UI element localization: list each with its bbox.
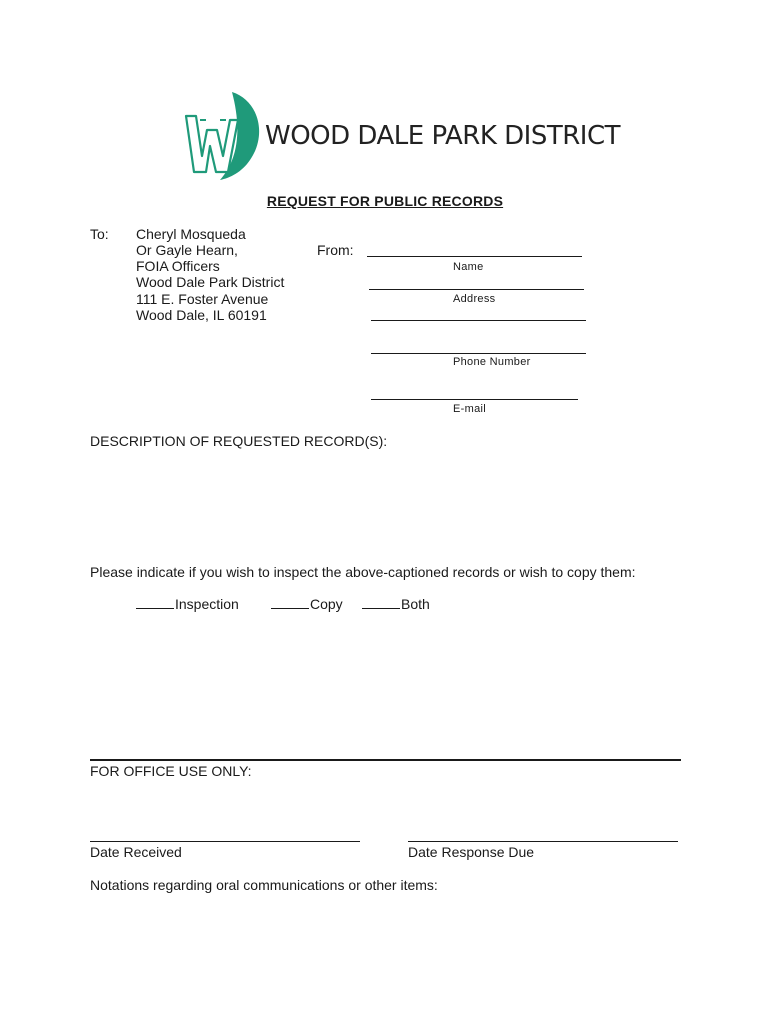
- w-leaf-icon: [180, 90, 265, 182]
- inspection-blank[interactable]: [136, 596, 174, 609]
- phone-field[interactable]: [371, 353, 586, 354]
- office-use-label: FOR OFFICE USE ONLY:: [90, 763, 252, 779]
- logo-wordmark: WOOD DALE PARK DISTRICT: [265, 121, 620, 151]
- to-line-1: Cheryl Mosqueda: [136, 226, 246, 242]
- both-option[interactable]: [362, 596, 430, 612]
- description-label: DESCRIPTION OF REQUESTED RECORD(S):: [90, 433, 388, 449]
- description-area[interactable]: [90, 455, 680, 555]
- to-line-3: FOIA Officers: [136, 258, 220, 274]
- email-caption: E-mail: [453, 403, 486, 415]
- office-separator: [90, 759, 681, 761]
- email-field[interactable]: [371, 399, 578, 400]
- from-label: From:: [317, 242, 354, 258]
- inspection-label: Inspection: [175, 596, 239, 612]
- address-field-2[interactable]: [371, 320, 586, 321]
- copy-option[interactable]: [271, 596, 343, 612]
- date-response-due-field[interactable]: [408, 841, 678, 842]
- date-response-due-label: Date Response Due: [408, 844, 535, 860]
- date-received-label: Date Received: [90, 844, 182, 860]
- date-received-field[interactable]: [90, 841, 360, 842]
- to-line-6: Wood Dale, IL 60191: [136, 307, 267, 323]
- to-line-2: Or Gayle Hearn,: [136, 242, 238, 258]
- notations-label: Notations regarding oral communications or other items:: [90, 877, 438, 893]
- name-caption: Name: [453, 261, 484, 273]
- name-field[interactable]: [367, 256, 582, 257]
- to-label: To:: [90, 226, 109, 242]
- page-title: REQUEST FOR PUBLIC RECORDS: [266, 193, 504, 209]
- phone-caption: Phone Number: [453, 356, 531, 368]
- notations-area[interactable]: [90, 898, 680, 998]
- both-blank[interactable]: [362, 596, 400, 609]
- inspect-prompt: Please indicate if you wish to inspect the above-captioned records or wish to copy them:: [90, 564, 636, 580]
- address-field-1[interactable]: [369, 289, 584, 290]
- address-caption: Address: [453, 293, 496, 305]
- copy-label: Copy: [310, 596, 343, 612]
- copy-blank[interactable]: [271, 596, 309, 609]
- to-line-4: Wood Dale Park District: [136, 274, 285, 290]
- to-line-5: 111 E. Foster Avenue: [136, 291, 269, 307]
- inspection-option[interactable]: [136, 596, 239, 612]
- both-label: Both: [401, 596, 430, 612]
